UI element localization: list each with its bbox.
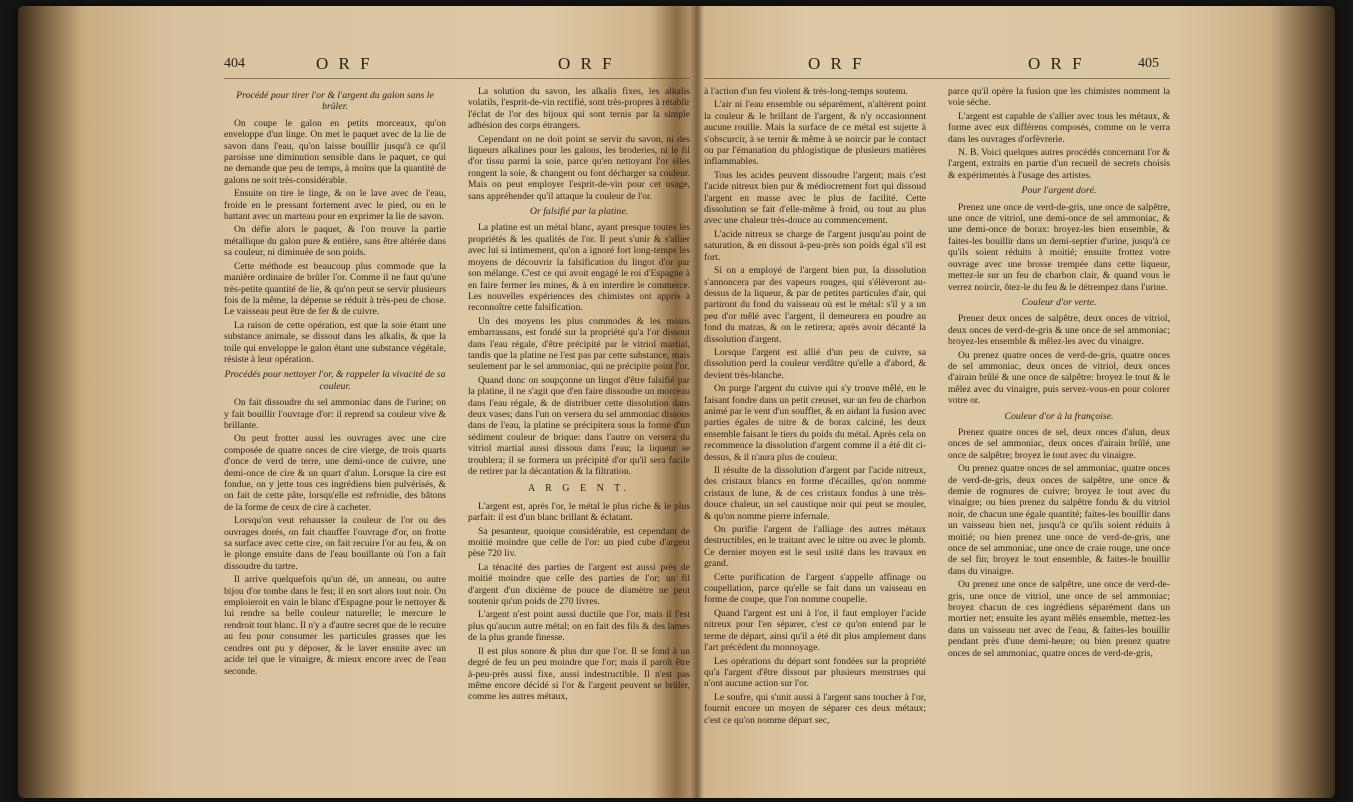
paragraph: La platine est un métal blanc, ayant presque toutes les propriétés & les qualités de l'or. Il peut s'unir & s'allier avec lui si intimement, qu'on a ignoré fort long-temps les moyens de découvrir la falsification du lingot d'or par son mélange. C'est ce qui avoit engagé le roi d'Espagne à en faire fermer les mines, & à en interdire le commerce. Les nouvelles expériences des chimistes ont appris à reconnoître cette falsification.: [468, 222, 690, 314]
paragraph: La ténacité des parties de l'argent est aussi près de moitié moindre que celle des parties de l'or; un fil d'argent d'un dixième de pouce de diamètre ne peut soutenir qu'un poids de 270 livres.: [468, 561, 690, 608]
paragraph: La solution du savon, les alkalis fixes, les alkalis volatils, l'esprit-de-vin rectifié, sont très-propres à rétablir l'éclat de l'or des bijoux qui sont ternis par la simple adhésion des corps étrangers.: [468, 86, 690, 132]
paragraph: Sa pesanteur, quoique considérable, est cependant de moitié moindre que celle de l'or: un pied cube d'argent pèse 720 liv.: [468, 525, 690, 560]
running-head-right-col2: O R F: [1028, 54, 1085, 73]
paragraph: Ensuite on tire le linge, & on le lave avec de l'eau, froide en le pressant fortement avec le pied, ou en le battant avec un marteau pour en exprimer la lie de savon.: [224, 188, 446, 223]
section-heading: A R G E N T.: [527, 483, 631, 495]
right-page: [698, 6, 1176, 798]
paragraph: à l'action d'un feu violent & très-long-temps soutenu.: [704, 86, 908, 97]
paragraph: Tous les acides peuvent dissoudre l'argent; mais c'est l'acide nitreux bien pur & médiocrement fort qui dissoud l'argent en masse avec le plus de facilité. Cette dissolution se fait d'elle-même à froid, ou tout au plus avec une chaleur très-douce au commencement.: [704, 169, 926, 227]
running-head-right-col1: O R F: [808, 54, 865, 73]
right-page-column-2: [948, 86, 1170, 788]
paragraph: Le soufre, qui s'unit aussi à l'argent sans toucher à l'or, fournit encore un moyen de séparer ces deux métaux; c'est ce qu'on nomme départ sec,: [704, 691, 926, 726]
paragraph: Ou prenez quatre onces de verd-de-gris, quatre onces de sel ammoniac, deux onces de vitriol, deux onces d'airain brûlé & une once de salpêtre: broyez le tout & le mêlez avec du vinaigre, puis servez-vous-en pour colorer votre or.: [948, 349, 1170, 407]
section-heading: Couleur d'or verte.: [1021, 296, 1097, 308]
paragraph: Prenez quatre onces de sel, deux onces d'alun, deux onces de sel ammoniac, deux onces d'airain brûlé, une once de salpêtre; broyez le tout avec du vinaigre.: [948, 426, 1170, 461]
paragraph: Cette purification de l'argent s'appelle affinage ou coupellation, parce qu'elle se fait dans un vaisseau en forme de coupe, que l'on nomme coupelle.: [704, 571, 926, 606]
paragraph: Ou prenez quatre onces de sel ammoniac, quatre onces de verd-de-gris, deux onces de salpêtre, une once & demie de rognures de cuivre; broyez le tout avec du vinaigre; ou bien prenez du salpêtre fondu & du vitriol noir, de chacun une égale quantité; faites-les bouillir dans un vaisseau bien net, jusqu'à ce qu'ils soient réduits à moitié; ou bien prenez une once de verd-de-gris, une once de sel ammoniac, une once de craie rouge, une once de sel fin; broyez le tout ensemble, & faites-le bouillir dans du vinaigre.: [948, 463, 1170, 577]
page-number-left: 404: [224, 56, 245, 71]
header-rule-left: [224, 78, 690, 79]
paragraph: On coupe le galon en petits morceaux, qu'on enveloppe d'un linge. On met le paquet avec de la lie de savon dans l'eau, qu'on laisse bouillir jusqu'à ce qu'il paroisse une diminution sensible dans le paquet, ce qui ne demande que peu de temps, à moins que la quantité de galons ne soit très-considérable.: [224, 117, 446, 186]
section-heading: Couleur d'or à la françoise.: [1004, 410, 1114, 422]
paragraph: Lorsque l'argent est allié d'un peu de cuivre, sa dissolution perd la couleur verdâtre qu'elle a d'abord, & devient très-blanche.: [704, 346, 926, 381]
paragraph: Un des moyens les plus commodes & les moins embarrassans, est fondé sur la propriété qu'a l'or dissout dans l'eau régale, d'être précipité par le vitriol martial, tandis que la platine ne l'est pas par cette substance, mais seulement par le sel ammoniac, qui ne précipite point l'or.: [468, 315, 690, 373]
paragraph: Prenez deux onces de salpêtre, deux onces de vitriol, deux onces de verd-de-gris & une once de sel ammoniac; broyez-les ensemble & mêlez-les avec du vinaigre.: [948, 313, 1170, 348]
paragraph: parce qu'il opère la fusion que les chimistes nomment la voie sèche.: [948, 86, 1170, 109]
paragraph: On purge l'argent du cuivre qui s'y trouve mêlé, en le faisant fondre dans un petit creuset, sur un feu de charbon animé par le vent d'un soufflet, & en aidant la fusion avec parties égales de nitre & de borax calciné, les deux ensemble faisant le tiers du poids du métal. Après cela on recommence la dissolution d'argent comme il a été dit ci-dessus, & il n'aura plus de couleur.: [704, 383, 926, 463]
paragraph: L'argent est, après l'or, le métal le plus riche & le plus parfait: il est d'un blanc brillant & éclatant.: [468, 500, 690, 524]
paragraph: L'acide nitreux se charge de l'argent jusqu'au point de saturation, & en dissout à-peu-près son poids égal s'il est fort.: [704, 228, 926, 263]
paragraph: Les opérations du départ sont fondées sur la propriété qu'a l'argent d'être dissout par plusieurs menstrues qui n'ont aucune action sur l'or.: [704, 655, 926, 690]
paragraph: Quand l'argent est uni à l'or, il faut employer l'acide nitreux pour l'en séparer, c'est ce qu'on entend par le terme de départ, ainsi qu'il a été dit plus amplement dans l'art précédent du monnoyage.: [704, 607, 926, 654]
paragraph: Il est plus sonore & plus dur que l'or. Il se fond à un degré de feu un peu moindre que l'or; mais il paroît être à-peu-près aussi fixe, aussi indestructible. Il n'est pas même encore décidé si l'or & l'argent peuvent se brûler, comme les autres métaux,: [468, 645, 690, 703]
section-heading: Procédé pour tirer l'or & l'argent du galon sans le brûler.: [236, 90, 434, 113]
paragraph: L'argent est capable de s'allier avec tous les métaux, & forme avec eux différens composés, comme on le verra dans les ouvrages d'orfèvrerie.: [948, 110, 1170, 145]
paragraph: Lorsqu'on veut rehausser la couleur de l'or ou des ouvrages dorés, on fait chauffer l'ouvrage d'or, on frotte sa surface avec cette cire, on fait recuire l'or au feu, & on le plonge ensuite dans de l'eau bouillante où l'on a fait dissoudre du tartre.: [224, 515, 446, 572]
left-page: [218, 6, 696, 798]
paragraph: Il arrive quelquefois qu'un dé, un anneau, ou autre bijou d'or tombe dans le feu; il en sort alors tout noir. On emploieroit en vain le blanc d'Espagne pour le nettoyer & lui rendre sa belle couleur naturelle; le mercure le rendroit tout blanc. Il n'y a d'autre secret que de le recuire au feu pour consumer les particules grasses que les cendres ont pu y déposer, & le laver ensuite avec un acide tel que le vinaigre, & mieux encore avec de l'eau seconde.: [224, 574, 446, 677]
paragraph: On purifie l'argent de l'alliage des autres métaux destructibles, en le traitant avec le nitre ou avec le plomb. Ce dernier moyen est le seul usité dans les travaux en grand.: [704, 524, 926, 570]
paragraph: On défie alors le paquet, & l'on trouve la partie métallique du galon pure & entière, sans être altérée dans sa couleur, ni diminuée de son poids.: [224, 224, 446, 259]
left-page-column-2: [468, 86, 690, 788]
paragraph: L'argent n'est point aussi ductile que l'or, mais il l'est plus qu'aucun autre métal; on en fait des fils & des lames de la plus grande finesse.: [468, 609, 690, 644]
paragraph: Quand donc on soupçonne un lingot d'être falsifié par la platine, il ne s'agit que d'en faire dissoudre un morceau dans l'eau régale, & de distribuer cette dissolution dans deux vases; dans l'un on versera du sel ammoniac dissous dans de l'eau, la platine se précipitera sous la forme d'un sédiment couleur de brique: dans l'autre on versera du vitriol martial aussi dissous dans l'eau; la liqueur se troublera; il se formera un précipité d'or qu'il sera facile de retirer par la décantation & la filtration.: [468, 374, 690, 477]
page-number-right: 405: [1138, 56, 1159, 71]
paragraph: On peut frotter aussi les ouvrages avec une cire composée de quatre onces de cire vierge, de trois quarts d'once de verd de terre, une demi-once de cuivre, une demi-once de cire & un quart d'alun. Lorsque la cire est fondue, on y jette tous ces ingrédiens bien pulvérisés, & on fait de cette pâte, lorsqu'elle est refroidie, des bâtons de la forme de ceux de cire à cacheter.: [224, 433, 446, 513]
paragraph: Ou prenez une once de salpêtre, une once de verd-de-gris, une once de vitriol, une once de sel ammoniac; broyez chacun de ces ingrédiens séparément dans un mortier net; ensuite les ayant mêlés ensemble, mettez-les dans un vaisseau net avec de l'eau, & faites-les bouillir pendant près d'une demi-heure; ou bien prenez quatre onces de sel ammoniac, quatre onces de verd-de-gris,: [948, 579, 1170, 659]
paragraph: Cependant on ne doit point se servir du savon, ni des liqueurs alkalines pour les galons, les broderies, ni le fil d'or tissu parmi la soie, parce qu'en nettoyant l'or elles rongent la soie, & changent ou font décharger sa couleur. Mais on peut employer l'esprit-de-vin pour cet usage, sans appréhender qu'il attaque la couleur de l'or.: [468, 133, 690, 202]
paragraph: Prenez une once de verd-de-gris, une once de salpêtre, une once de vitriol, une demi-once de sel ammoniac, & une demi-once de borax: broyez-les bien ensemble, & faites-les bouillir dans un demi-septier d'urine, jusqu'à ce qu'ils soient réduits à moitié; ensuite frottez votre ouvrage avec une brosse trempée dans cette liqueur, mettez-le sur un feu de charbon clair, & quand vous le verrez noircir, ôtez-le du feu & le détrempez dans l'urine.: [948, 201, 1170, 293]
left-page-column-1: [224, 86, 446, 788]
paragraph: La raison de cette opération, est que la soie étant une substance animale, se dissout dans les alkalis, & que la toile qui enveloppe le galon étant une substance végétale, résiste à leur opération.: [224, 319, 446, 365]
right-page-column-1: [704, 86, 926, 788]
paragraph: Si on a employé de l'argent bien pur, la dissolution s'annoncera par des vapeurs rouges, qui s'élèveront au-dessus de la liqueur, & par de petites particules d'air, qui partiront du fond du vaisseau où est le métal: s'il y a un peu d'or mêlé avec l'argent, il demeurera en poudre au fond du matras, & on le retirera; après avoir décanté la dissolution d'argent.: [704, 265, 926, 345]
running-head-left-col2: O R F: [558, 54, 615, 73]
paragraph: On fait dissoudre du sel ammoniac dans de l'urine; on y fait bouillir l'ouvrage d'or: il reprend sa couleur vive & brillante.: [224, 397, 446, 431]
paragraph: N. B. Voici quelques autres procédés concernant l'or & l'argent, extraits en partie d'un recueil de secrets choisis & expérimentés à l'usage des artistes.: [948, 147, 1170, 181]
section-heading: Procédés pour nettoyer l'or, & rappeler la vivacité de sa couleur.: [224, 369, 446, 392]
paragraph: L'air ni l'eau ensemble ou séparément, n'altèrent point la couleur & le brillant de l'argent, & n'y occasionnent aucune rouille. Mais la surface de ce métal est sujette à s'obscurcir, à se ternir & même à se noircir par le contact ou par l'émanation du phlogistique de plusieurs matières inflammables.: [704, 99, 926, 168]
paragraph: Il résulte de la dissolution d'argent par l'acide nitreux, des cristaux blancs en forme d'écailles, qu'on nomme cristaux de lune, & de ces cristaux fondus à une très-douce chaleur, un sel caustique noir qui peut se mouler, & qu'on nomme pierre infernale.: [704, 465, 926, 522]
section-heading: Or falsifié par la platine.: [529, 206, 629, 218]
paragraph: Cette méthode est beaucoup plus commode que la manière ordinaire de brûler l'or. Comme il ne faut qu'une très-petite quantité de lie, & qu'on peut se servir plusieurs fois de la même, la dépense se réduit à très-peu de chose. Le vaisseau peut être de fer & de cuivre.: [224, 260, 446, 318]
header-rule-right: [704, 78, 1170, 79]
open-book: [18, 6, 1335, 798]
section-heading: Pour l'argent doré.: [1021, 185, 1097, 197]
running-head-left-col1: O R F: [316, 54, 373, 73]
